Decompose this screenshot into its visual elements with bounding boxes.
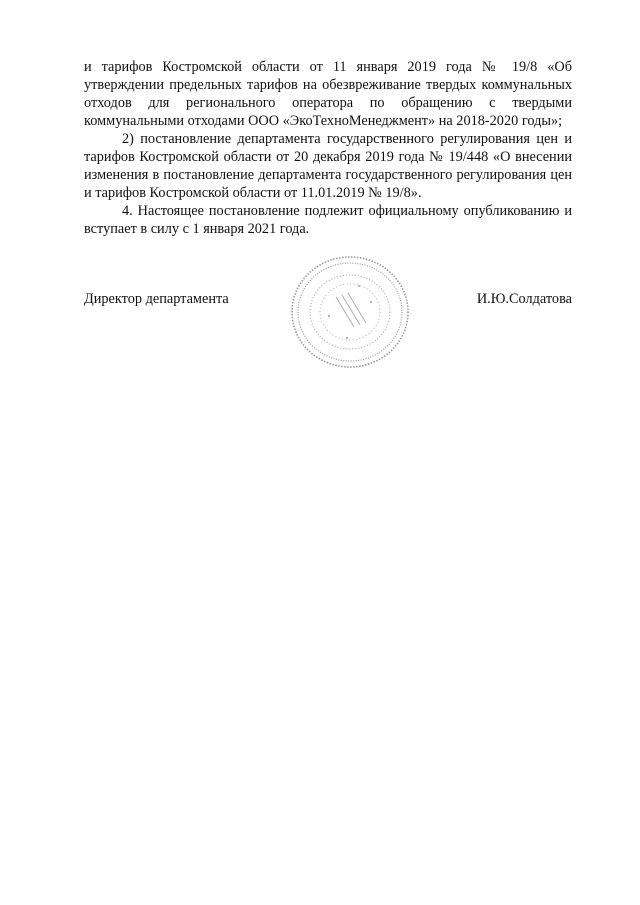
paragraph-2: 2) постановление департамента государственного регулирования цен и тарифов Костромской области от 20 декабря 2019 года № 19/448 «О внесении изменения в постановление департамента государственного регулирования цен и тарифов Костромской области от 11.01.2019 № 19/8». — [84, 131, 572, 201]
paragraph-1: и тарифов Костромской области от 11 января 2019 года № 19/8 «Об утверждении предельных тарифов на обезвреживание твердых коммунальных отходов для регионального оператора по обращению с твердыми коммунальными отходами ООО «ЭкоТехноМенеджмент» на 2018-2020 годы»; — [84, 59, 572, 129]
signatory-position: Директор департамента — [84, 291, 229, 307]
signatory-name: И.Ю.Солдатова — [476, 291, 572, 307]
official-seal-icon — [288, 253, 412, 371]
paragraph-3: 4. Настоящее постановление подлежит официальному опубликованию и вступает в силу с 1 января 2021 года. — [84, 203, 572, 237]
document-body — [84, 58, 572, 238]
